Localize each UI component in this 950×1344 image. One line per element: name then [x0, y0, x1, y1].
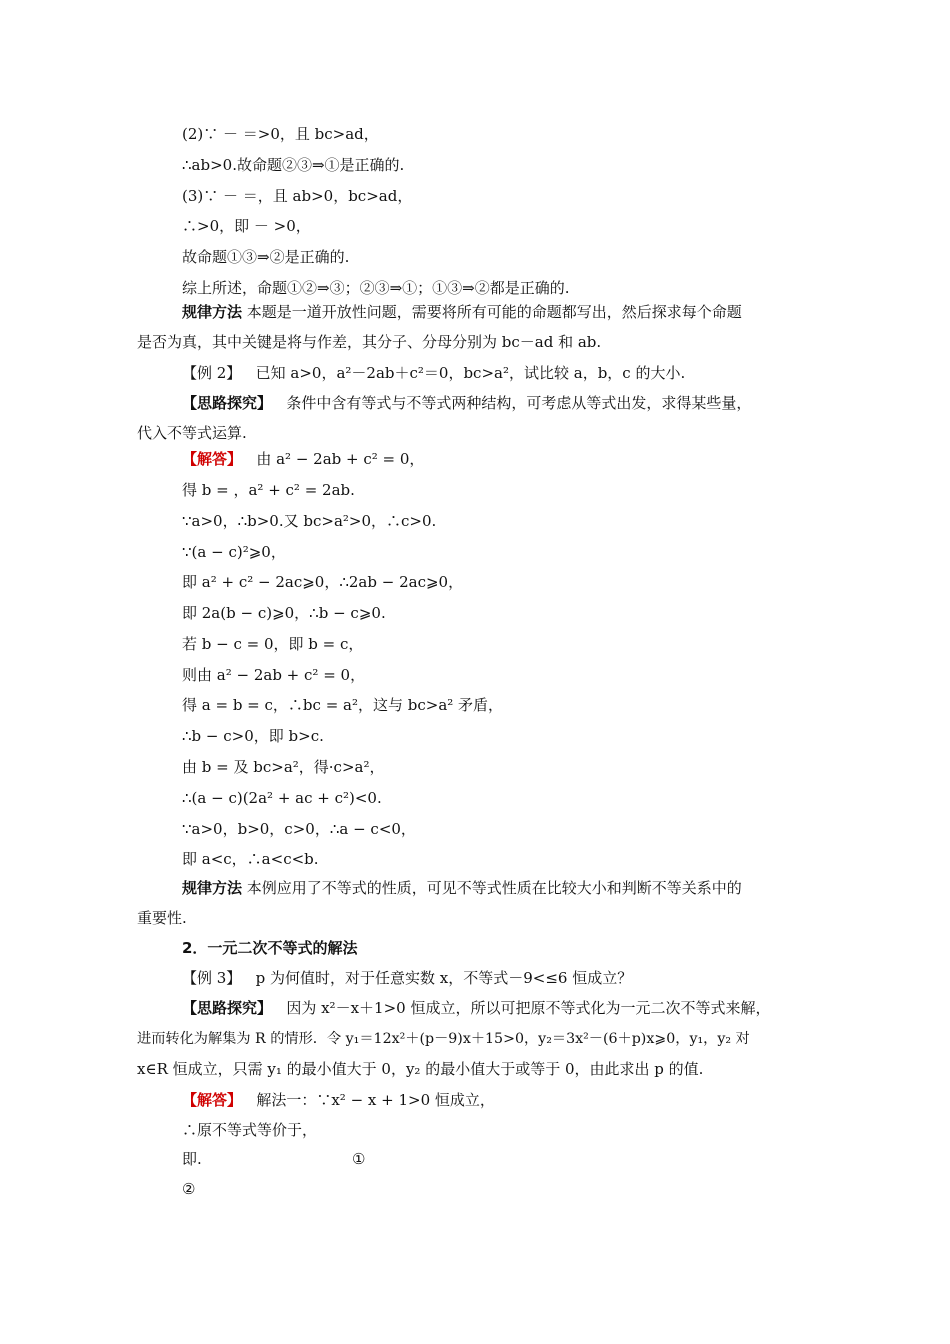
- text-line: ∵(a − c)²⩾0，: [182, 543, 286, 561]
- text-line: p 为何值时，对于任意实数 x，不等式－9<≤6 恒成立？: [255, 969, 633, 987]
- thinking-label: 【思路探究】: [182, 394, 273, 412]
- method-paragraph: [182, 302, 742, 322]
- text-line: 得 a = b = c，∴bc = a²，这与 bc>a² 矛盾，: [182, 696, 504, 714]
- text-line: 得 b = ，a² + c² = 2ab.: [182, 481, 355, 499]
- text-line: ∴b − c>0，即 b>c.: [182, 727, 324, 745]
- text-line: ∵a>0，∴b>0.又 bc>a²>0，∴c>0.: [182, 512, 437, 530]
- text-line: 已知 a>0，a²－2ab＋c²＝0，bc>a²，试比较 a，b，c 的大小.: [255, 364, 686, 382]
- text-line: 重要性.: [137, 909, 187, 927]
- text-line: 若 b − c = 0，即 b = c，: [182, 635, 364, 653]
- equation-marker: ①: [352, 1150, 366, 1168]
- text-line: (2)∵ － ＝>0，且 bc>ad，: [182, 125, 379, 143]
- answer-paragraph: [182, 1090, 495, 1110]
- thinking-paragraph: [182, 393, 751, 413]
- text-line: ∴ab>0.故命题②③⇒①是正确的.: [182, 156, 405, 174]
- answer-paragraph: [182, 449, 424, 469]
- text-line: 即.: [182, 1150, 202, 1168]
- text-line: 解法一：∵x² − x + 1>0 恒成立，: [256, 1091, 495, 1109]
- text-line: 代入不等式运算.: [137, 424, 247, 442]
- section-heading: 2．一元二次不等式的解法: [182, 939, 358, 957]
- text-line: 进而转化为解集为 R 的情形．令 y₁＝12x²＋(p－9)x＋15>0，y₂＝3x²－(6＋p)x⩾0，y₁，y₂ 对: [137, 1031, 750, 1047]
- text-line: ∴(a − c)(2a² + ac + c²)<0.: [182, 789, 382, 807]
- text-line: ∴>0，即 － >0，: [182, 217, 311, 235]
- method-label: 规律方法: [182, 303, 243, 321]
- text-line: 故命题①③⇒②是正确的.: [182, 248, 350, 266]
- text-line: 综上所述，命题①②⇒③；②③⇒①；①③⇒②都是正确的.: [182, 279, 570, 297]
- answer-label: 【解答】: [182, 450, 243, 468]
- text-line: 即 a² + c² − 2ac⩾0，∴2ab − 2ac⩾0，: [182, 573, 464, 591]
- example-heading: [182, 363, 685, 383]
- text-line: 是否为真，其中关键是将与作差，其分子、分母分别为 bc－ad 和 ab.: [137, 333, 602, 351]
- example-label: 【例 3】: [182, 969, 242, 987]
- text-line: 因为 x²－x＋1>0 恒成立，所以可把原不等式化为一元二次不等式来解，: [286, 999, 771, 1017]
- text-line: 本题是一道开放性问题，需要将所有可能的命题都写出，然后探求每个命题: [246, 303, 742, 321]
- text-line: x∈R 恒成立，只需 y₁ 的最小值大于 0，y₂ 的最小值大于或等于 0，由此求出 p 的值.: [137, 1060, 704, 1078]
- method-paragraph: [182, 878, 742, 898]
- thinking-paragraph: [182, 998, 770, 1018]
- text-line: ∴原不等式等价于，: [182, 1121, 318, 1139]
- text-line: 由 a² − 2ab + c² = 0，: [256, 450, 425, 468]
- text-line: 由 b = 及 bc>a²，得·c>a²，: [182, 758, 385, 776]
- method-label: 规律方法: [182, 879, 243, 897]
- text-line: ∵a>0，b>0，c>0，∴a − c<0，: [182, 820, 416, 838]
- example-heading: [182, 968, 632, 988]
- text-line: 本例应用了不等式的性质，可见不等式性质在比较大小和判断不等关系中的: [246, 879, 742, 897]
- text-line: 则由 a² − 2ab + c² = 0，: [182, 666, 366, 684]
- thinking-label: 【思路探究】: [182, 999, 273, 1017]
- example-label: 【例 2】: [182, 364, 242, 382]
- equation-marker: ②: [182, 1180, 196, 1198]
- text-line: 即 a<c，∴a<c<b.: [182, 850, 319, 868]
- answer-label: 【解答】: [182, 1091, 243, 1109]
- text-line: 即 2a(b − c)⩾0，∴b − c⩾0.: [182, 604, 386, 622]
- text-line: (3)∵ － ＝，且 ab>0，bc>ad，: [182, 187, 413, 205]
- text-line: 条件中含有等式与不等式两种结构，可考虑从等式出发，求得某些量，: [286, 394, 752, 412]
